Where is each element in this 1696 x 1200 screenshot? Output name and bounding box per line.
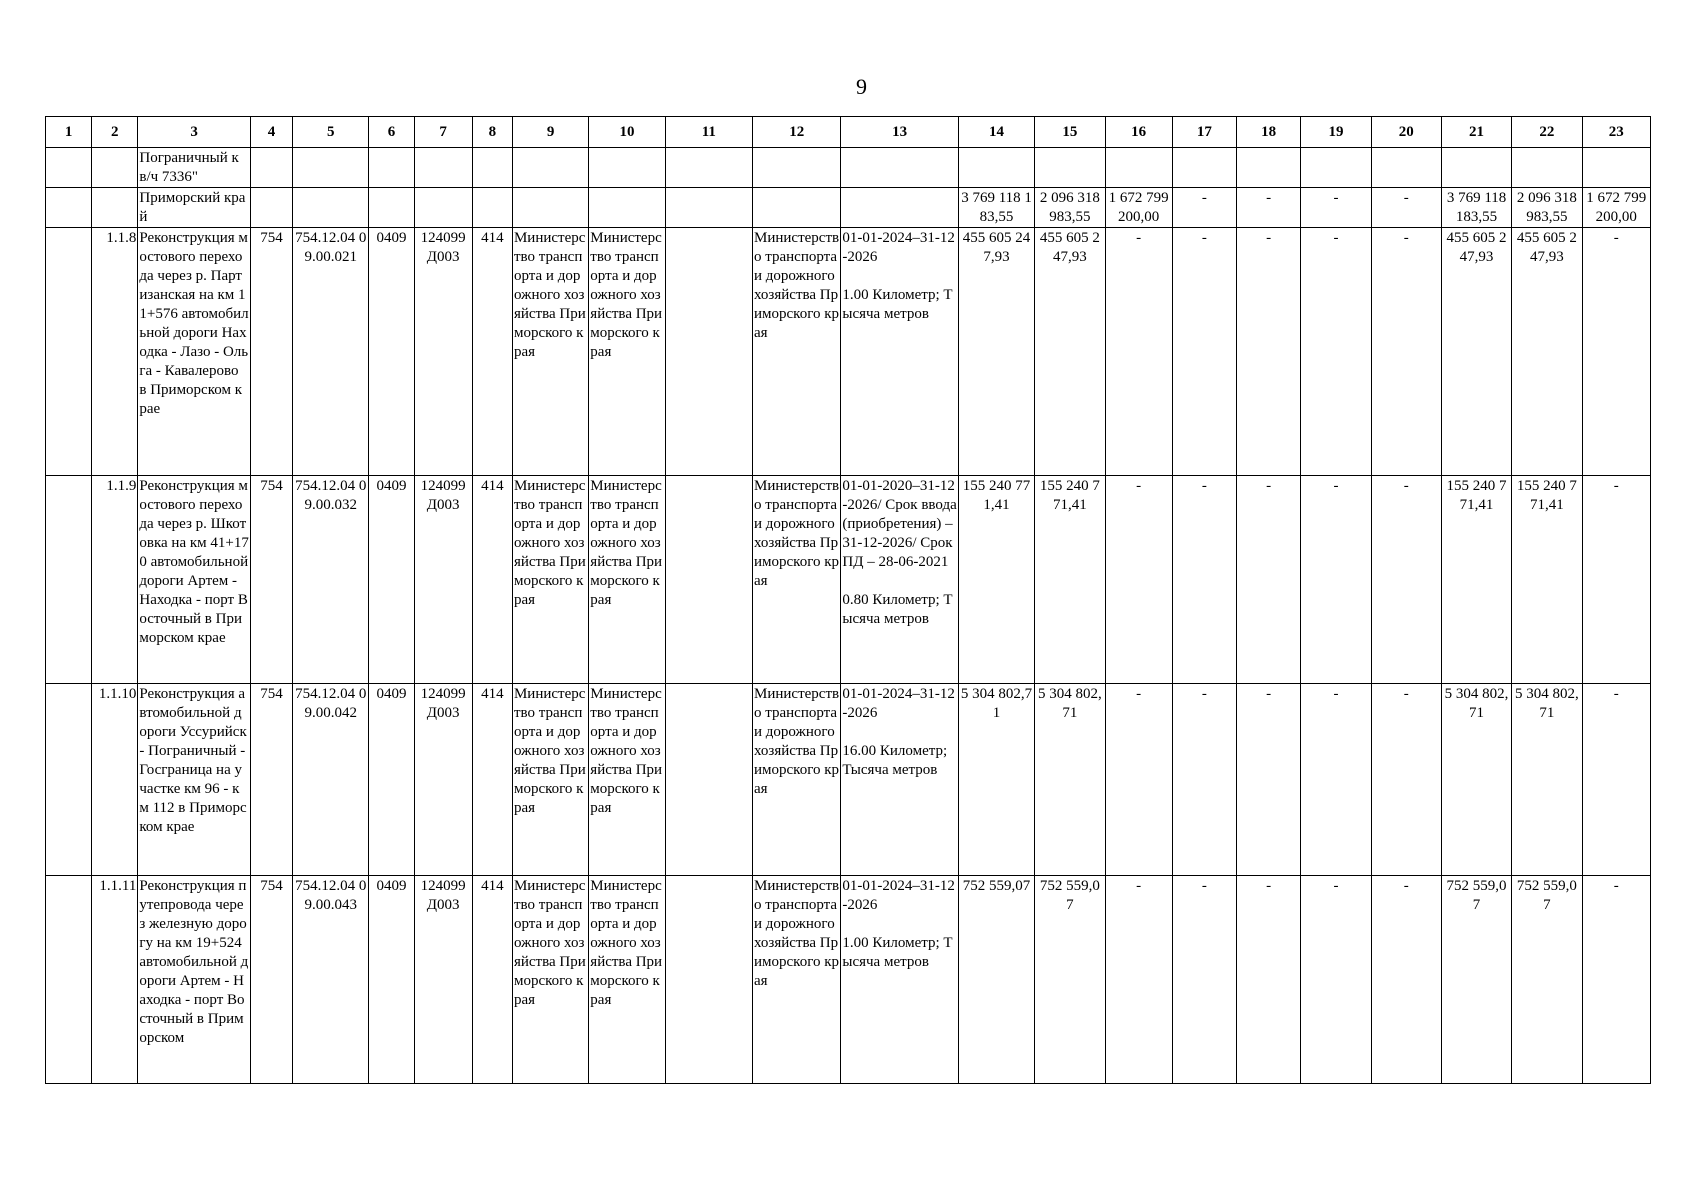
- cell-col-3: Пограничный к в/ч 7336": [138, 148, 250, 188]
- header-row: [46, 117, 1651, 148]
- cell-col-23: -: [1582, 228, 1651, 476]
- cell-col-2: 1.1.8: [92, 228, 138, 476]
- cell-col-15: 5 304 802,71: [1035, 684, 1105, 876]
- cell-col-9: Министерство транспорта и дорожного хозяйства Приморского края: [512, 684, 588, 876]
- cell-col-17: [1172, 148, 1236, 188]
- column-header-1: 1: [46, 117, 92, 148]
- cell-col-16: -: [1105, 476, 1172, 684]
- cell-col-14: 3 769 118 183,55: [958, 188, 1034, 228]
- column-header-10: 10: [589, 117, 665, 148]
- column-header-21: 21: [1441, 117, 1511, 148]
- cell-col-18: -: [1237, 876, 1301, 1084]
- cell-col-3: Реконструкция автомобильной дороги Уссурийск - Пограничный - Госграница на участке км 96 - км 112 в Приморском крае: [138, 684, 250, 876]
- cell-col-19: -: [1301, 476, 1371, 684]
- cell-col-4: 754: [250, 476, 292, 684]
- budget-table: [45, 116, 1651, 1084]
- cell-col-8: 414: [472, 876, 512, 1084]
- cell-col-6: 0409: [369, 476, 414, 684]
- cell-col-11: [665, 476, 752, 684]
- cell-col-16: -: [1105, 876, 1172, 1084]
- cell-col-10: [589, 188, 665, 228]
- cell-col-2: 1.1.10: [92, 684, 138, 876]
- cell-col-3: Реконструкция мостового перехода через р. Шкотовка на км 41+170 автомобильной дороги Артем - Находка - порт Восточный в Приморском крае: [138, 476, 250, 684]
- cell-col-19: -: [1301, 684, 1371, 876]
- column-header-13: 13: [841, 117, 959, 148]
- cell-col-19: [1301, 148, 1371, 188]
- cell-col-15: 752 559,07: [1035, 876, 1105, 1084]
- cell-col-13: 01-01-2024–31-12-2026 16.00 Километр; Тысяча метров: [841, 684, 959, 876]
- cell-col-18: -: [1237, 476, 1301, 684]
- cell-col-23: -: [1582, 876, 1651, 1084]
- cell-col-12: Министерство транспорта и дорожного хозяйства Приморского края: [753, 684, 841, 876]
- cell-col-2: 1.1.9: [92, 476, 138, 684]
- column-header-9: 9: [512, 117, 588, 148]
- cell-col-1: [46, 476, 92, 684]
- cell-col-12: Министерство транспорта и дорожного хозяйства Приморского края: [753, 476, 841, 684]
- cell-col-13: 01-01-2024–31-12-2026 1.00 Километр; Тысяча метров: [841, 228, 959, 476]
- column-header-4: 4: [250, 117, 292, 148]
- column-header-6: 6: [369, 117, 414, 148]
- cell-col-15: 2 096 318 983,55: [1035, 188, 1105, 228]
- cell-col-23: [1582, 148, 1651, 188]
- cell-col-9: [512, 148, 588, 188]
- cell-col-4: [250, 188, 292, 228]
- cell-col-7: 124099 Д003: [414, 876, 472, 1084]
- cell-col-14: 752 559,07: [958, 876, 1034, 1084]
- column-header-3: 3: [138, 117, 250, 148]
- cell-col-9: Министерство транспорта и дорожного хозяйства Приморского края: [512, 228, 588, 476]
- cell-col-14: 455 605 247,93: [958, 228, 1034, 476]
- cell-col-5: [293, 148, 369, 188]
- cell-col-6: [369, 188, 414, 228]
- column-header-17: 17: [1172, 117, 1236, 148]
- column-header-2: 2: [92, 117, 138, 148]
- cell-col-17: -: [1172, 684, 1236, 876]
- cell-col-7: [414, 188, 472, 228]
- cell-col-20: -: [1371, 876, 1441, 1084]
- cell-col-5: 754.12.04 09.00.032: [293, 476, 369, 684]
- table-row: [46, 684, 1651, 876]
- cell-col-10: Министерство транспорта и дорожного хозяйства Приморского края: [589, 228, 665, 476]
- column-header-22: 22: [1512, 117, 1582, 148]
- column-header-7: 7: [414, 117, 472, 148]
- cell-col-8: [472, 148, 512, 188]
- cell-col-23: -: [1582, 476, 1651, 684]
- cell-col-22: [1512, 148, 1582, 188]
- cell-col-13: 01-01-2020–31-12-2026/ Срок ввода (приобретения) – 31-12-2026/ Срок ПД – 28-06-2021 0.80 Километр; Тысяча метров: [841, 476, 959, 684]
- cell-col-8: 414: [472, 476, 512, 684]
- cell-col-8: [472, 188, 512, 228]
- column-header-15: 15: [1035, 117, 1105, 148]
- column-header-11: 11: [665, 117, 752, 148]
- cell-col-18: -: [1237, 188, 1301, 228]
- cell-col-6: [369, 148, 414, 188]
- cell-col-8: 414: [472, 228, 512, 476]
- column-header-14: 14: [958, 117, 1034, 148]
- cell-col-21: 155 240 771,41: [1441, 476, 1511, 684]
- cell-col-6: 0409: [369, 684, 414, 876]
- cell-col-1: [46, 188, 92, 228]
- cell-col-7: [414, 148, 472, 188]
- cell-col-1: [46, 228, 92, 476]
- cell-col-17: -: [1172, 228, 1236, 476]
- cell-col-11: [665, 148, 752, 188]
- cell-col-12: [753, 188, 841, 228]
- cell-col-20: [1371, 148, 1441, 188]
- cell-col-23: 1 672 799 200,00: [1582, 188, 1651, 228]
- cell-col-18: -: [1237, 684, 1301, 876]
- column-header-19: 19: [1301, 117, 1371, 148]
- cell-col-21: 5 304 802,71: [1441, 684, 1511, 876]
- cell-col-23: -: [1582, 684, 1651, 876]
- table-row: [46, 876, 1651, 1084]
- cell-col-3: Приморский край: [138, 188, 250, 228]
- cell-col-11: [665, 876, 752, 1084]
- cell-col-20: -: [1371, 188, 1441, 228]
- cell-col-6: 0409: [369, 876, 414, 1084]
- cell-col-13: 01-01-2024–31-12-2026 1.00 Километр; Тысяча метров: [841, 876, 959, 1084]
- cell-col-2: [92, 148, 138, 188]
- cell-col-4: 754: [250, 684, 292, 876]
- cell-col-14: [958, 148, 1034, 188]
- cell-col-15: 455 605 247,93: [1035, 228, 1105, 476]
- cell-col-4: 754: [250, 228, 292, 476]
- cell-col-14: 155 240 771,41: [958, 476, 1034, 684]
- cell-col-19: -: [1301, 228, 1371, 476]
- cell-col-10: Министерство транспорта и дорожного хозяйства Приморского края: [589, 684, 665, 876]
- cell-col-16: -: [1105, 684, 1172, 876]
- cell-col-18: -: [1237, 228, 1301, 476]
- cell-col-3: Реконструкция мостового перехода через р. Партизанская на км 11+576 автомобильной дороги Находка - Лазо - Ольга - Кавалерово в Приморском крае: [138, 228, 250, 476]
- column-header-12: 12: [753, 117, 841, 148]
- cell-col-8: 414: [472, 684, 512, 876]
- cell-col-13: [841, 148, 959, 188]
- cell-col-1: [46, 148, 92, 188]
- cell-col-1: [46, 684, 92, 876]
- cell-col-12: Министерство транспорта и дорожного хозяйства Приморского края: [753, 228, 841, 476]
- cell-col-11: [665, 684, 752, 876]
- column-header-8: 8: [472, 117, 512, 148]
- cell-col-6: 0409: [369, 228, 414, 476]
- cell-col-21: [1441, 148, 1511, 188]
- cell-col-17: -: [1172, 188, 1236, 228]
- cell-col-20: -: [1371, 476, 1441, 684]
- column-header-18: 18: [1237, 117, 1301, 148]
- cell-col-13: [841, 188, 959, 228]
- table-row: [46, 188, 1651, 228]
- table-row: [46, 148, 1651, 188]
- cell-col-11: [665, 228, 752, 476]
- cell-col-22: 752 559,07: [1512, 876, 1582, 1084]
- cell-col-19: -: [1301, 876, 1371, 1084]
- cell-col-4: 754: [250, 876, 292, 1084]
- cell-col-5: 754.12.04 09.00.043: [293, 876, 369, 1084]
- cell-col-17: -: [1172, 476, 1236, 684]
- cell-col-7: 124099 Д003: [414, 228, 472, 476]
- cell-col-15: 155 240 771,41: [1035, 476, 1105, 684]
- column-header-5: 5: [293, 117, 369, 148]
- cell-col-5: [293, 188, 369, 228]
- cell-col-22: 155 240 771,41: [1512, 476, 1582, 684]
- cell-col-1: [46, 876, 92, 1084]
- cell-col-22: 455 605 247,93: [1512, 228, 1582, 476]
- cell-col-3: Реконструкция путепровода через железную дорогу на км 19+524 автомобильной дороги Артем - Находка - порт Восточный в Приморском: [138, 876, 250, 1084]
- cell-col-21: 3 769 118 183,55: [1441, 188, 1511, 228]
- cell-col-9: Министерство транспорта и дорожного хозяйства Приморского края: [512, 876, 588, 1084]
- cell-col-10: Министерство транспорта и дорожного хозяйства Приморского края: [589, 876, 665, 1084]
- cell-col-10: [589, 148, 665, 188]
- cell-col-19: -: [1301, 188, 1371, 228]
- cell-col-16: -: [1105, 228, 1172, 476]
- cell-col-11: [665, 188, 752, 228]
- cell-col-17: -: [1172, 876, 1236, 1084]
- cell-col-4: [250, 148, 292, 188]
- cell-col-15: [1035, 148, 1105, 188]
- cell-col-7: 124099 Д003: [414, 476, 472, 684]
- cell-col-5: 754.12.04 09.00.021: [293, 228, 369, 476]
- cell-col-18: [1237, 148, 1301, 188]
- column-header-20: 20: [1371, 117, 1441, 148]
- cell-col-20: -: [1371, 228, 1441, 476]
- cell-col-5: 754.12.04 09.00.042: [293, 684, 369, 876]
- cell-col-2: [92, 188, 138, 228]
- table-row: [46, 228, 1651, 476]
- cell-col-22: 5 304 802,71: [1512, 684, 1582, 876]
- cell-col-16: [1105, 148, 1172, 188]
- cell-col-9: Министерство транспорта и дорожного хозяйства Приморского края: [512, 476, 588, 684]
- cell-col-7: 124099 Д003: [414, 684, 472, 876]
- page-number: 9: [856, 74, 867, 99]
- cell-col-16: 1 672 799 200,00: [1105, 188, 1172, 228]
- cell-col-12: [753, 148, 841, 188]
- cell-col-22: 2 096 318 983,55: [1512, 188, 1582, 228]
- cell-col-9: [512, 188, 588, 228]
- column-header-16: 16: [1105, 117, 1172, 148]
- cell-col-21: 455 605 247,93: [1441, 228, 1511, 476]
- cell-col-20: -: [1371, 684, 1441, 876]
- cell-col-14: 5 304 802,71: [958, 684, 1034, 876]
- cell-col-2: 1.1.11: [92, 876, 138, 1084]
- cell-col-10: Министерство транспорта и дорожного хозяйства Приморского края: [589, 476, 665, 684]
- cell-col-21: 752 559,07: [1441, 876, 1511, 1084]
- column-header-23: 23: [1582, 117, 1651, 148]
- table-row: [46, 476, 1651, 684]
- cell-col-12: Министерство транспорта и дорожного хозяйства Приморского края: [753, 876, 841, 1084]
